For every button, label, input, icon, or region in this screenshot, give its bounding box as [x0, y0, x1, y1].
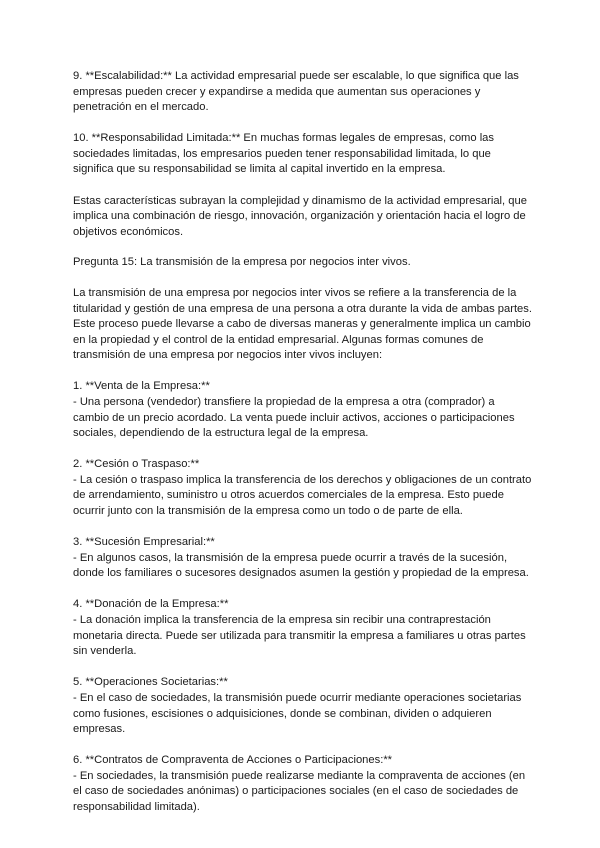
list-item — [73, 379, 533, 441]
list-item-body: - La donación implica la transferencia de la empresa sin recibir una contraprestación monetaria directa. Puede ser utilizada para transmitir la empresa a familiares u otras partes sin venderla. — [73, 614, 526, 658]
paragraph-scalability: 9. **Escalabilidad:** La actividad empresarial puede ser escalable, lo que significa que las empresas pueden crecer y expandirse a medida que aumentan sus operaciones y penetración en el mercado. — [73, 70, 519, 114]
paragraph-limited-liability: 10. **Responsabilidad Limitada:** En muchas formas legales de empresas, como las sociedades limitadas, los empresarios pueden tener responsabilidad limitada, lo que significa que su responsabilidad se limita al capital invertido en la empresa. — [73, 132, 494, 176]
list-item — [73, 457, 533, 519]
question-heading: Pregunta 15: La transmisión de la empresa por negocios inter vivos. — [73, 256, 411, 269]
list-item-heading: 2. **Cesión o Traspaso:** — [73, 458, 200, 471]
list-item-body: - En algunos casos, la transmisión de la empresa puede ocurrir a través de la sucesión, donde los familiares o sucesores designados asumen la gestión y propiedad de la empresa. — [73, 551, 529, 580]
list-item-heading: 4. **Donación de la Empresa:** — [73, 598, 229, 611]
list-item-body: - Una persona (vendedor) transfiere la propiedad de la empresa a otra (comprador) a cambio de un precio acordado. La venta puede incluir activos, acciones o participaciones sociales, dependiendo de la estructura legal de la empresa. — [73, 396, 515, 440]
list-item — [73, 535, 533, 582]
list-item-heading: 1. **Venta de la Empresa:** — [73, 380, 210, 393]
paragraph-summary: Estas características subrayan la complejidad y dinamismo de la actividad empresarial, que implica una combinación de riesgo, innovación, organización y orientación hacia el logro de objetivos económicos. — [73, 194, 527, 238]
list-item — [73, 753, 533, 815]
list-item — [73, 675, 533, 737]
list-item-heading: 3. **Sucesión Empresarial:** — [73, 536, 215, 549]
document-body — [73, 69, 533, 816]
list-item-body: - En el caso de sociedades, la transmisión puede ocurrir mediante operaciones societarias como fusiones, escisiones o adquisiciones, donde se combinan, dividen o adquieren empresas. — [73, 691, 522, 736]
paragraph-intro: La transmisión de una empresa por negocios inter vivos se refiere a la transferencia de la titularidad y gestión de una empresa de una persona a otra durante la vida de ambas partes. Este proceso puede llevarse a cabo de diversas maneras y generalmente implica un cambio en la propiedad y el control de la entidad empresarial. Algunas formas comunes de transmisión de una empresa por negocios inter vivos incluyen: — [73, 286, 532, 362]
list-item-body: - La cesión o traspaso implica la transferencia de los derechos y obligaciones de un contrato de arrendamiento, suministro u otros acuerdos comerciales de la empresa. Esto puede ocurrir junto con la transmisión de la empresa como un todo o de parte de ella. — [73, 473, 532, 518]
list-item-body: - En sociedades, la transmisión puede realizarse mediante la compraventa de acciones (en el caso de sociedades anónimas) o participaciones sociales (en el caso de sociedades de responsabilidad limitada). — [73, 769, 526, 813]
list-item-heading: 6. **Contratos de Compraventa de Acciones o Participaciones:** — [73, 754, 393, 767]
list-item-heading: 5. **Operaciones Societarias:** — [73, 676, 228, 689]
list-item — [73, 597, 533, 659]
